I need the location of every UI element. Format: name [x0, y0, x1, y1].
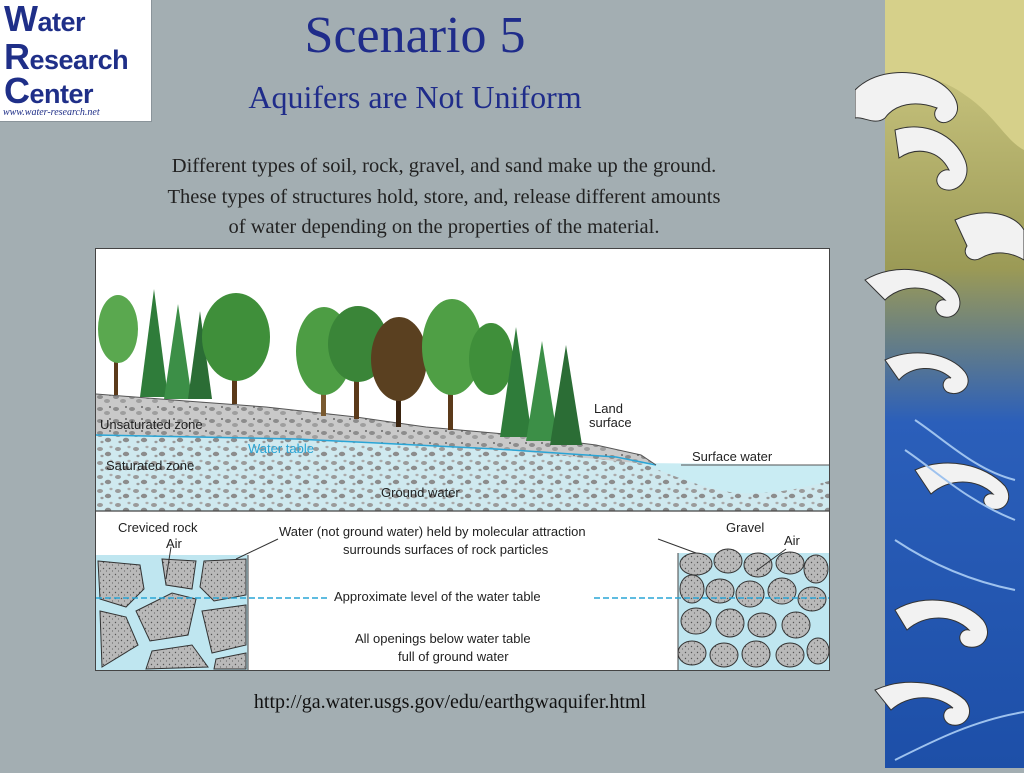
label-saturated-zone: Saturated zone	[106, 458, 195, 473]
gravel-stone	[678, 641, 706, 665]
gravel-stone	[716, 609, 744, 637]
conifer	[140, 289, 168, 397]
logo-word-center: enter	[29, 79, 94, 109]
label-ground-water: Ground water	[381, 485, 460, 500]
gravel-stone	[680, 553, 712, 575]
logo-initial-c: C	[4, 70, 30, 111]
label-molecular-1: Water (not ground water) held by molecular attraction	[279, 524, 586, 539]
label-air-left: Air	[166, 536, 182, 551]
label-approx-level: Approximate level of the water table	[334, 589, 541, 604]
body-line-2: These types of structures hold, store, and, release different amounts	[167, 185, 721, 208]
logo-url: www.water-research.net	[3, 107, 100, 118]
gravel-stone	[736, 581, 764, 607]
gravel-stone	[744, 553, 772, 577]
logo-word-research: esearch	[29, 45, 129, 75]
gravel-stone	[742, 641, 770, 667]
tree	[469, 323, 513, 395]
logo-word-water: ater	[37, 7, 86, 37]
gravel-stone	[706, 579, 734, 603]
label-openings-1: All openings below water table	[355, 631, 531, 646]
gravel-stone	[768, 578, 796, 604]
conifer	[164, 304, 192, 399]
label-molecular-2: surrounds surfaces of rock particles	[343, 542, 549, 557]
tree	[202, 293, 270, 381]
slide-title: Scenario 5	[304, 7, 526, 64]
gravel-stone	[748, 613, 776, 637]
body-line-3: of water depending on the properties of the material.	[228, 216, 660, 238]
slide-body	[88, 151, 800, 243]
gravel-stone	[710, 643, 738, 667]
leader-line	[236, 539, 278, 559]
gravel-stone	[680, 575, 704, 603]
gravel-stone	[798, 587, 826, 611]
body-line-1: Different types of soil, rock, gravel, and sand make up the ground.	[171, 155, 717, 177]
slide-subtitle: Aquifers are Not Uniform	[248, 79, 582, 115]
gravel-panel	[678, 549, 829, 670]
label-land: Land	[594, 401, 623, 416]
logo	[0, 0, 152, 122]
gravel-stone	[782, 612, 810, 638]
leader-line	[658, 539, 696, 553]
tree	[98, 295, 138, 363]
gravel-stone	[776, 643, 804, 667]
gravel-stone	[776, 552, 804, 574]
ocean-wave-icon	[855, 0, 1024, 768]
aquifer-diagram	[95, 248, 830, 671]
creviced-rock-panel	[96, 555, 248, 670]
label-creviced-rock: Creviced rock	[118, 520, 198, 535]
label-gravel: Gravel	[726, 520, 765, 535]
gravel-stone	[804, 555, 828, 583]
label-water-table: Water table	[248, 441, 314, 456]
tree	[371, 317, 427, 401]
conifer	[550, 345, 582, 445]
label-openings-2: full of ground water	[398, 649, 509, 664]
label-unsaturated-zone: Unsaturated zone	[100, 417, 203, 432]
gravel-stone	[714, 549, 742, 573]
logo-initial-r: R	[4, 36, 30, 77]
label-surface-water: Surface water	[692, 449, 773, 464]
logo-initial-w: W	[4, 0, 38, 39]
gravel-stone	[807, 638, 829, 664]
source-url: http://ga.water.usgs.gov/edu/earthgwaquifer.html	[253, 691, 647, 713]
label-surface: surface	[589, 415, 632, 430]
label-air-right: Air	[784, 533, 800, 548]
gravel-stone	[681, 608, 711, 634]
